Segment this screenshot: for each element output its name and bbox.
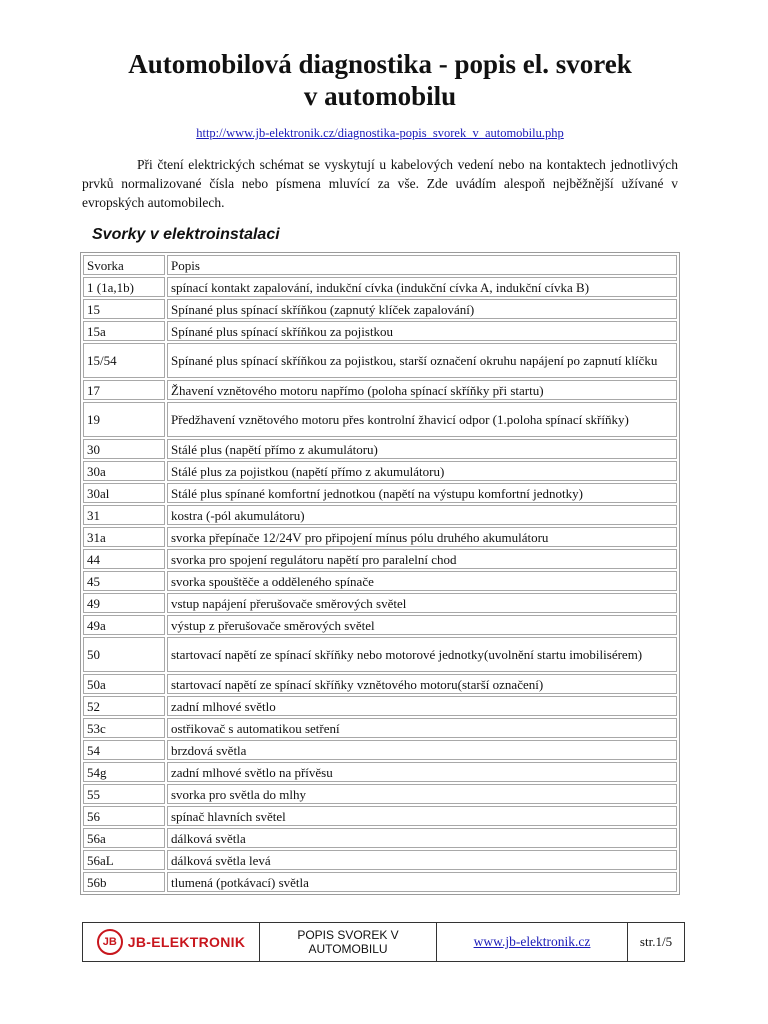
footer-title [260, 923, 437, 961]
table-row [83, 784, 677, 804]
footer-logo-cell [83, 923, 260, 961]
terminal-description: dálková světla levá [167, 850, 677, 870]
terminal-description: startovací napětí ze spínací skříňky vznětového motoru(starší označení) [167, 674, 677, 694]
terminal-description: Spínané plus spínací skříňkou za pojistkou, starší označení okruhu napájení po zapnutí klíčku [167, 343, 677, 378]
terminal-description: ostřikovač s automatikou setření [167, 718, 677, 738]
terminal-description: výstup z přerušovače směrových světel [167, 615, 677, 635]
table-row [83, 527, 677, 547]
table-row [83, 637, 677, 672]
footer-title-line-1: POPIS SVOREK V [297, 928, 399, 942]
source-link-row [82, 126, 678, 141]
table-row [83, 850, 677, 870]
document-page [82, 48, 678, 895]
terminal-code: 53c [83, 718, 165, 738]
terminal-description: spínač hlavních světel [167, 806, 677, 826]
table-row [83, 872, 677, 892]
table-row [83, 762, 677, 782]
table-row [83, 439, 677, 459]
terminal-code: 17 [83, 380, 165, 400]
terminal-code: 50 [83, 637, 165, 672]
section-heading: Svorky v elektroinstalaci [92, 226, 280, 243]
table-row [83, 343, 677, 378]
terminal-description: tlumená (potkávací) světla [167, 872, 677, 892]
terminal-code: 30al [83, 483, 165, 503]
terminal-code: 49a [83, 615, 165, 635]
terminal-code: 56 [83, 806, 165, 826]
table-row [83, 505, 677, 525]
logo-text: JB-ELEKTRONIK [127, 934, 246, 950]
terminal-code: 31a [83, 527, 165, 547]
terminal-code: 1 (1a,1b) [83, 277, 165, 297]
header-popis: Popis [167, 255, 677, 275]
table-row [83, 299, 677, 319]
terminal-code: 50a [83, 674, 165, 694]
terminal-code: 15 [83, 299, 165, 319]
page-footer [82, 922, 685, 962]
terminal-code: 56b [83, 872, 165, 892]
terminal-description: Spínané plus spínací skříňkou za pojistkou [167, 321, 677, 341]
intro-paragraph: Při čtení elektrických schémat se vyskytují u kabelových vedení nebo na kontaktech jednotlivých prvků normalizované čísla nebo písmena mluvící za vše. Zde uvádím alespoň nejběžnější užívané v evropských automobilech. [82, 157, 678, 210]
terminal-description: startovací napětí ze spínací skříňky nebo motorové jednotky(uvolnění startu imobilisérem) [167, 637, 677, 672]
terminal-description: svorka pro spojení regulátoru napětí pro paralelní chod [167, 549, 677, 569]
terminal-description: dálková světla [167, 828, 677, 848]
terminal-code: 44 [83, 549, 165, 569]
table-row [83, 483, 677, 503]
terminal-description: Stálé plus spínané komfortní jednotkou (napětí na výstupu komfortní jednotky) [167, 483, 677, 503]
footer-website-cell [437, 923, 628, 961]
table-row [83, 321, 677, 341]
table-row [83, 571, 677, 591]
terminal-description: svorka přepínače 12/24V pro připojení mínus pólu druhého akumulátoru [167, 527, 677, 547]
table-row [83, 380, 677, 400]
header-svorka: Svorka [83, 255, 165, 275]
table-row [83, 674, 677, 694]
terminal-description: Stálé plus (napětí přímo z akumulátoru) [167, 439, 677, 459]
terminal-code: 30a [83, 461, 165, 481]
table-body [83, 277, 677, 892]
terminal-description: Předžhavení vznětového motoru přes kontrolní žhavicí odpor (1.poloha spínací skříňky) [167, 402, 677, 437]
table-row [83, 615, 677, 635]
terminal-description: zadní mlhové světlo [167, 696, 677, 716]
title-line-1: Automobilová diagnostika - popis el. svorek [128, 49, 632, 79]
terminal-description: Spínané plus spínací skříňkou (zapnutý klíček zapalování) [167, 299, 677, 319]
terminal-code: 30 [83, 439, 165, 459]
terminal-code: 19 [83, 402, 165, 437]
terminal-code: 56a [83, 828, 165, 848]
terminal-description: zadní mlhové světlo na přívěsu [167, 762, 677, 782]
page-number: str.1/5 [639, 934, 673, 949]
terminal-code: 15/54 [83, 343, 165, 378]
table-row [83, 549, 677, 569]
terminals-table [80, 252, 680, 895]
table-row [83, 593, 677, 613]
table-row [83, 828, 677, 848]
terminal-code: 52 [83, 696, 165, 716]
terminal-code: 55 [83, 784, 165, 804]
terminal-code: 49 [83, 593, 165, 613]
logo-circle-icon: JB [97, 929, 123, 955]
table-row [83, 740, 677, 760]
title-line-2: v automobilu [303, 81, 457, 111]
footer-title-line-2: AUTOMOBILU [308, 942, 388, 956]
table-row [83, 461, 677, 481]
terminal-code: 54g [83, 762, 165, 782]
table-row [83, 277, 677, 297]
table-header-row [83, 255, 677, 275]
terminal-description: vstup napájení přerušovače směrových světel [167, 593, 677, 613]
terminal-code: 15a [83, 321, 165, 341]
terminal-code: 54 [83, 740, 165, 760]
table-row [83, 806, 677, 826]
terminal-description: Žhavení vznětového motoru napřímo (poloha spínací skříňky při startu) [167, 380, 677, 400]
terminal-description: kostra (-pól akumulátoru) [167, 505, 677, 525]
terminal-code: 56aL [83, 850, 165, 870]
jb-elektronik-logo [97, 929, 245, 955]
document-title [82, 48, 678, 112]
table-row [83, 402, 677, 437]
footer-website-link[interactable]: www.jb-elektronik.cz [473, 934, 591, 949]
terminal-description: svorka spouštěče a odděleného spínače [167, 571, 677, 591]
table-row [83, 696, 677, 716]
terminal-code: 45 [83, 571, 165, 591]
terminal-description: svorka pro světla do mlhy [167, 784, 677, 804]
terminal-description: brzdová světla [167, 740, 677, 760]
table-row [83, 718, 677, 738]
terminal-description: spínací kontakt zapalování, indukční cívka (indukční cívka A, indukční cívka B) [167, 277, 677, 297]
terminal-code: 31 [83, 505, 165, 525]
source-link[interactable]: http://www.jb-elektronik.cz/diagnostika-popis_svorek_v_automobilu.php [196, 126, 564, 140]
terminal-description: Stálé plus za pojistkou (napětí přímo z akumulátoru) [167, 461, 677, 481]
